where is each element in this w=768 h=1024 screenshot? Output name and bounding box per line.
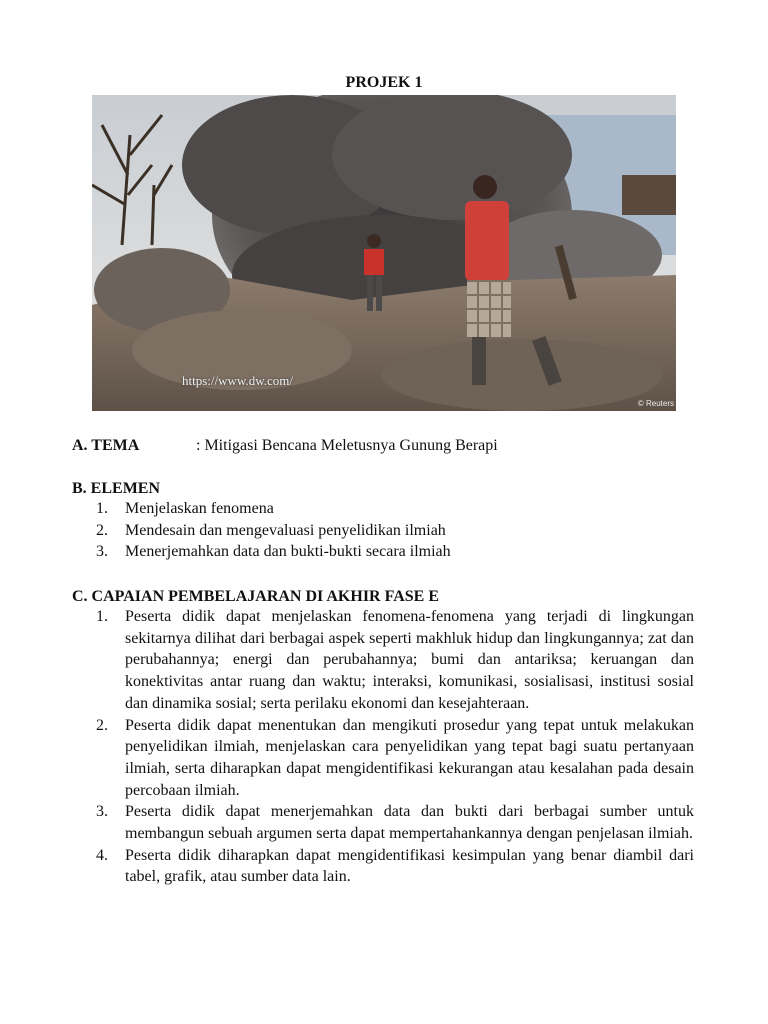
- item-text: Peserta didik diharapkan dapat mengidentifikasi kesimpulan yang benar diambil dari tabel, grafik, atau sumber data lain.: [125, 846, 694, 886]
- tema-label: A. TEMA: [72, 437, 140, 454]
- item-number: 2.: [96, 521, 108, 539]
- elemen-list: [72, 498, 451, 563]
- list-item: [72, 845, 694, 888]
- capaian-list: [72, 606, 694, 888]
- item-text: Peserta didik dapat menentukan dan mengikuti prosedur yang tepat untuk melakukan penyelidikan ilmiah, menjelaskan cara penyelidikan yang tepat bagi suatu pertanyaan ilmiah, serta diharapkan dapat mengidentifikasi kekurangan atau kesalahan pada desain percobaan ilmiah.: [125, 716, 694, 799]
- item-text: Menerjemahkan data dan bukti-bukti secara ilmiah: [125, 543, 451, 560]
- volcano-eruption-photo: [92, 95, 676, 411]
- elemen-heading: B. ELEMEN: [72, 480, 161, 497]
- tema-value: : Mitigasi Bencana Meletusnya Gunung Berapi: [196, 437, 498, 454]
- tema-section: [72, 437, 498, 455]
- item-number: 4.: [96, 846, 108, 864]
- item-number: 3.: [96, 803, 108, 821]
- item-text: Peserta didik dapat menerjemahkan data dan bukti dari berbagai sumber untuk membangun sebuah argumen serta dapat mempertahankannya dengan penjelasan ilmiah.: [125, 803, 694, 843]
- item-number: 1.: [96, 608, 108, 625]
- item-text: Menjelaskan fenomena: [125, 500, 274, 517]
- item-number: 2.: [96, 716, 108, 734]
- item-number: 3.: [96, 543, 108, 560]
- capaian-heading: C. CAPAIAN PEMBELAJARAN DI AKHIR FASE E: [72, 588, 439, 605]
- item-number: 1.: [96, 500, 108, 517]
- list-item: [72, 606, 694, 715]
- capaian-section: [72, 588, 694, 888]
- photo-credit: © Reuters: [637, 399, 674, 408]
- list-item: [72, 541, 451, 563]
- photo-watermark: https://www.dw.com/: [182, 373, 293, 388]
- list-item: [72, 520, 451, 542]
- elemen-section: [72, 480, 451, 563]
- list-item: [72, 801, 694, 844]
- item-text: Peserta didik dapat menjelaskan fenomena-fenomena yang terjadi di lingkungan sekitarnya dilihat dari berbagai aspek seperti makhluk hidup dan lingkungannya; zat dan perubahannya; energi dan perubahannya; bumi dan antariksa; keruangan dan konektivitas antar ruang dan waktu; interaksi, komunikasi, sosialisasi, institusi sosial dan dinamika sosial; serta perilaku ekonomi dan kesejahteraan.: [125, 608, 694, 712]
- page-title: PROJEK 1: [345, 74, 423, 91]
- photo-illustration: [92, 95, 676, 411]
- list-item: [72, 715, 694, 802]
- item-text: Mendesain dan mengevaluasi penyelidikan ilmiah: [125, 521, 446, 539]
- list-item: [72, 498, 451, 520]
